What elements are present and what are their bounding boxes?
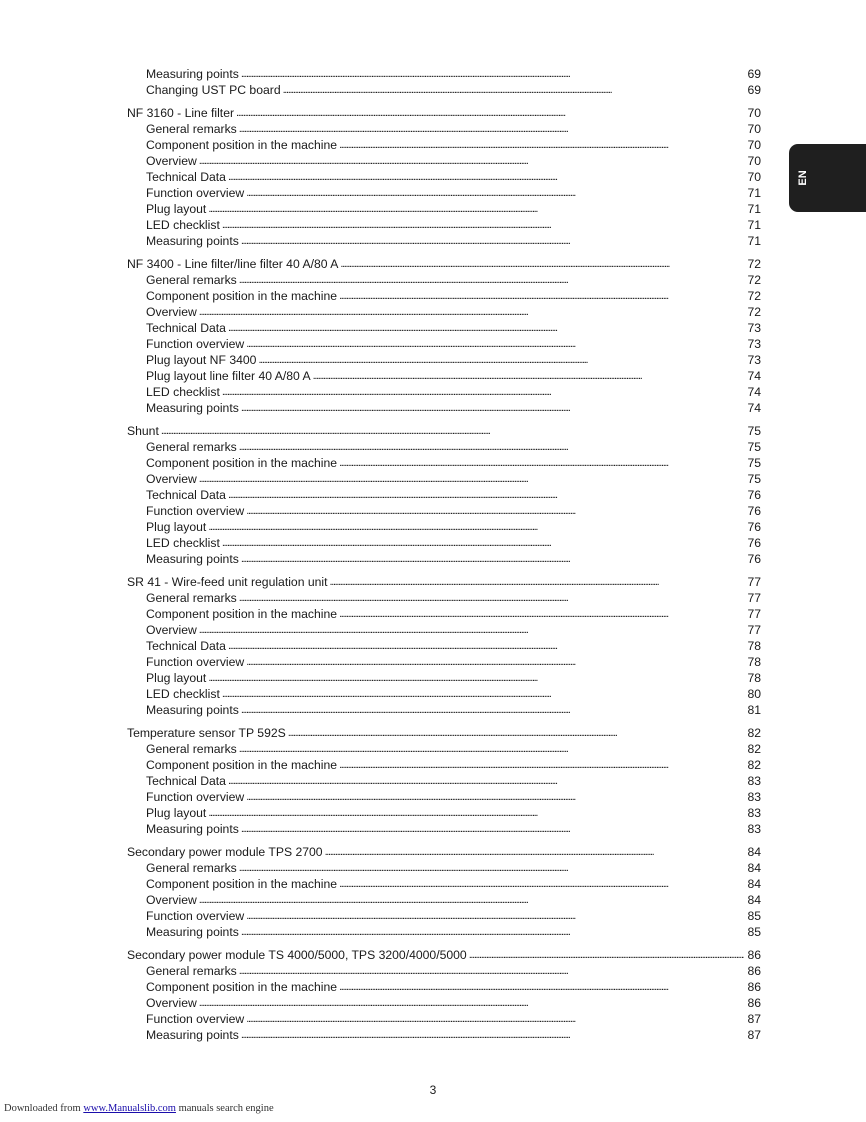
toc-entry-page: 75: [747, 424, 761, 438]
toc-entry[interactable]: [127, 1027, 761, 1043]
toc-entry[interactable]: [127, 233, 761, 249]
dot-leader: [339, 455, 744, 471]
dot-leader: [228, 487, 744, 503]
toc-entry-page: 83: [747, 774, 761, 788]
dot-leader: [199, 153, 744, 169]
dot-leader: [246, 503, 744, 519]
toc-entry[interactable]: [127, 535, 761, 551]
toc-entry-page: 86: [747, 948, 761, 962]
toc-section: [127, 105, 761, 249]
toc-entry-page: 77: [747, 623, 761, 637]
dot-leader: [208, 201, 744, 217]
toc-entry-title: Function overview: [146, 655, 245, 669]
toc-heading[interactable]: [127, 725, 761, 741]
toc-entry[interactable]: [127, 201, 761, 217]
toc-entry[interactable]: [127, 606, 761, 622]
toc-entry-title: Function overview: [146, 504, 245, 518]
toc-heading[interactable]: [127, 423, 761, 439]
toc-entry-page: 77: [747, 607, 761, 621]
toc-heading[interactable]: [127, 844, 761, 860]
toc-heading[interactable]: [127, 947, 761, 963]
dot-leader: [239, 963, 744, 979]
toc-entry-title: Plug layout: [146, 520, 207, 534]
footer-prefix: Downloaded from: [4, 1103, 84, 1114]
toc-entry[interactable]: [127, 121, 761, 137]
toc-entry[interactable]: [127, 217, 761, 233]
toc-entry-title: Component position in the machine: [146, 980, 338, 994]
toc-entry-title: Component position in the machine: [146, 877, 338, 891]
toc-entry-title: Measuring points: [146, 234, 239, 248]
toc-entry-page: 83: [747, 806, 761, 820]
toc-entry[interactable]: [127, 153, 761, 169]
dot-leader: [339, 757, 744, 773]
toc-entry-title: SR 41 - Wire-feed unit regulation unit: [127, 575, 328, 589]
toc-entry[interactable]: [127, 805, 761, 821]
dot-leader: [228, 638, 744, 654]
toc-entry-page: 70: [747, 122, 761, 136]
toc-entry[interactable]: [127, 702, 761, 718]
toc-entry-page: 71: [747, 218, 761, 232]
dot-leader: [222, 384, 744, 400]
toc-entry-page: 85: [747, 925, 761, 939]
toc-entry-title: Component position in the machine: [146, 758, 338, 772]
toc-entry-page: 86: [747, 996, 761, 1010]
dot-leader: [339, 288, 744, 304]
toc-entry-page: 76: [747, 552, 761, 566]
toc-entry-page: 84: [747, 893, 761, 907]
toc-section: [127, 66, 761, 98]
toc-entry[interactable]: [127, 789, 761, 805]
dot-leader: [339, 606, 744, 622]
toc-entry-page: 70: [747, 154, 761, 168]
dot-leader: [313, 368, 744, 384]
toc-entry-title: Component position in the machine: [146, 289, 338, 303]
toc-entry-page: 82: [747, 742, 761, 756]
toc-entry[interactable]: [127, 670, 761, 686]
dot-leader: [339, 137, 744, 153]
toc-entry-title: General remarks: [146, 591, 237, 605]
toc-entry-page: 86: [747, 980, 761, 994]
toc-entry-title: Component position in the machine: [146, 138, 338, 152]
dot-leader: [241, 1027, 744, 1043]
toc-entry-page: 72: [747, 257, 761, 271]
toc-entry[interactable]: [127, 590, 761, 606]
toc-section: [127, 256, 761, 416]
toc-entry-page: 83: [747, 822, 761, 836]
toc-entry-page: 73: [747, 321, 761, 335]
toc-entry[interactable]: [127, 963, 761, 979]
toc-entry-title: General remarks: [146, 440, 237, 454]
toc-section: [127, 725, 761, 837]
toc-entry-page: 69: [747, 67, 761, 81]
toc-entry-title: Technical Data: [146, 321, 226, 335]
toc-entry-page: 84: [747, 845, 761, 859]
toc-entry-page: 87: [747, 1028, 761, 1042]
toc-entry-title: Plug layout: [146, 202, 207, 216]
toc-entry-title: Measuring points: [146, 401, 239, 415]
toc-entry-page: 73: [747, 353, 761, 367]
toc-entry[interactable]: [127, 821, 761, 837]
dot-leader: [241, 233, 744, 249]
toc-entry-page: 70: [747, 138, 761, 152]
toc-entry[interactable]: [127, 288, 761, 304]
dot-leader: [246, 336, 744, 352]
toc-entry-page: 72: [747, 273, 761, 287]
dot-leader: [241, 551, 744, 567]
dot-leader: [239, 439, 744, 455]
toc-heading[interactable]: [127, 574, 761, 590]
toc-entry[interactable]: [127, 741, 761, 757]
toc-entry-page: 71: [747, 202, 761, 216]
toc-entry-page: 82: [747, 758, 761, 772]
toc-entry-title: Secondary power module TS 4000/5000, TPS 3200/4000/5000: [127, 948, 467, 962]
toc-entry-title: General remarks: [146, 861, 237, 875]
toc-entry[interactable]: [127, 320, 761, 336]
toc-entry-page: 85: [747, 909, 761, 923]
toc-entry-title: Component position in the machine: [146, 607, 338, 621]
toc-entry[interactable]: [127, 876, 761, 892]
toc-entry-title: Measuring points: [146, 822, 239, 836]
toc-entry-title: Plug layout: [146, 806, 207, 820]
dot-leader: [241, 702, 744, 718]
dot-leader: [340, 256, 744, 272]
toc-entry-title: Function overview: [146, 1012, 245, 1026]
toc-entry-title: Technical Data: [146, 170, 226, 184]
toc-entry-page: 70: [747, 170, 761, 184]
toc-entry-page: 76: [747, 504, 761, 518]
toc-entry-page: 75: [747, 456, 761, 470]
toc-section: [127, 574, 761, 718]
dot-leader: [258, 352, 744, 368]
dot-leader: [239, 741, 744, 757]
toc-entry[interactable]: [127, 439, 761, 455]
toc-entry[interactable]: [127, 924, 761, 940]
toc-entry[interactable]: [127, 169, 761, 185]
toc-entry-title: Measuring points: [146, 703, 239, 717]
footer-suffix: manuals search engine: [175, 1103, 274, 1114]
toc-entry-title: Secondary power module TPS 2700: [127, 845, 323, 859]
toc-entry-page: 78: [747, 671, 761, 685]
toc-heading[interactable]: [127, 256, 761, 272]
toc-entry-title: Temperature sensor TP 592S: [127, 726, 286, 740]
toc-entry[interactable]: [127, 860, 761, 876]
toc-entry-page: 75: [747, 440, 761, 454]
toc-entry-title: General remarks: [146, 122, 237, 136]
toc-entry-page: 77: [747, 575, 761, 589]
toc-entry-title: Technical Data: [146, 488, 226, 502]
toc-entry-page: 74: [747, 385, 761, 399]
toc-entry-title: Overview: [146, 996, 197, 1010]
manualslib-link[interactable]: www.Manualslib.com: [83, 1103, 176, 1114]
toc-entry[interactable]: [127, 503, 761, 519]
dot-leader: [239, 590, 744, 606]
toc-entry[interactable]: [127, 384, 761, 400]
toc-entry-title: Measuring points: [146, 552, 239, 566]
toc-entry[interactable]: [127, 979, 761, 995]
toc-entry-page: 73: [747, 337, 761, 351]
dot-leader: [246, 908, 744, 924]
toc-entry-title: Measuring points: [146, 925, 239, 939]
table-of-contents: [127, 66, 761, 1050]
toc-entry-page: 83: [747, 790, 761, 804]
toc-entry-title: Overview: [146, 472, 197, 486]
footer: [4, 1103, 274, 1114]
dot-leader: [325, 844, 744, 860]
toc-entry-title: Shunt: [127, 424, 159, 438]
dot-leader: [222, 686, 744, 702]
dot-leader: [239, 272, 744, 288]
toc-section: [127, 947, 761, 1043]
page-number: 3: [429, 1083, 437, 1097]
toc-entry[interactable]: [127, 638, 761, 654]
toc-entry-title: Function overview: [146, 186, 245, 200]
toc-entry-page: 74: [747, 369, 761, 383]
dot-leader: [228, 773, 744, 789]
toc-entry[interactable]: [127, 368, 761, 384]
toc-heading[interactable]: [127, 105, 761, 121]
dot-leader: [241, 924, 744, 940]
dot-leader: [208, 670, 744, 686]
toc-entry-page: 87: [747, 1012, 761, 1026]
toc-entry-page: 71: [747, 234, 761, 248]
dot-leader: [339, 876, 744, 892]
toc-entry-title: Plug layout NF 3400: [146, 353, 257, 367]
toc-entry[interactable]: [127, 66, 761, 82]
toc-entry-page: 78: [747, 655, 761, 669]
toc-entry-page: 75: [747, 472, 761, 486]
dot-leader: [208, 805, 744, 821]
toc-entry-page: 84: [747, 877, 761, 891]
toc-entry-title: Measuring points: [146, 67, 239, 81]
toc-entry-page: 78: [747, 639, 761, 653]
toc-entry[interactable]: [127, 757, 761, 773]
dot-leader: [199, 622, 744, 638]
dot-leader: [239, 860, 744, 876]
toc-entry[interactable]: [127, 654, 761, 670]
dot-leader: [199, 471, 744, 487]
dot-leader: [283, 82, 744, 98]
toc-entry-title: Component position in the machine: [146, 456, 338, 470]
toc-entry[interactable]: [127, 686, 761, 702]
toc-entry[interactable]: [127, 908, 761, 924]
toc-entry[interactable]: [127, 304, 761, 320]
toc-entry-page: 81: [747, 703, 761, 717]
toc-entry-page: 72: [747, 289, 761, 303]
toc-entry-page: 76: [747, 520, 761, 534]
dot-leader: [246, 185, 744, 201]
dot-leader: [241, 66, 744, 82]
dot-leader: [199, 892, 744, 908]
toc-entry-title: NF 3400 - Line filter/line filter 40 A/80 A: [127, 257, 339, 271]
toc-entry-title: Function overview: [146, 909, 245, 923]
toc-entry-page: 76: [747, 488, 761, 502]
dot-leader: [208, 519, 744, 535]
dot-leader: [241, 400, 744, 416]
toc-entry-title: Technical Data: [146, 774, 226, 788]
toc-entry-title: LED checklist: [146, 536, 220, 550]
dot-leader: [199, 304, 744, 320]
dot-leader: [239, 121, 744, 137]
toc-entry-title: LED checklist: [146, 385, 220, 399]
dot-leader: [241, 821, 744, 837]
dot-leader: [330, 574, 744, 590]
toc-entry-title: Measuring points: [146, 1028, 239, 1042]
toc-entry-title: Overview: [146, 623, 197, 637]
toc-entry-title: NF 3160 - Line filter: [127, 106, 235, 120]
toc-entry-title: Overview: [146, 154, 197, 168]
toc-entry-page: 82: [747, 726, 761, 740]
language-tab-label: EN: [797, 170, 809, 186]
toc-entry-page: 74: [747, 401, 761, 415]
dot-leader: [228, 169, 744, 185]
dot-leader: [288, 725, 744, 741]
toc-entry[interactable]: [127, 185, 761, 201]
toc-entry[interactable]: [127, 336, 761, 352]
toc-entry[interactable]: [127, 272, 761, 288]
toc-entry[interactable]: [127, 400, 761, 416]
toc-entry[interactable]: [127, 82, 761, 98]
toc-entry-title: General remarks: [146, 964, 237, 978]
toc-entry-title: Plug layout line filter 40 A/80 A: [146, 369, 311, 383]
toc-entry[interactable]: [127, 471, 761, 487]
dot-leader: [228, 320, 744, 336]
dot-leader: [222, 535, 744, 551]
toc-entry-title: Changing UST PC board: [146, 83, 281, 97]
dot-leader: [339, 979, 744, 995]
toc-entry-page: 71: [747, 186, 761, 200]
toc-entry-page: 70: [747, 106, 761, 120]
toc-entry-title: LED checklist: [146, 687, 220, 701]
language-tab[interactable]: [789, 144, 866, 212]
dot-leader: [469, 947, 744, 963]
toc-entry-page: 76: [747, 536, 761, 550]
toc-entry[interactable]: [127, 137, 761, 153]
toc-entry-title: General remarks: [146, 742, 237, 756]
toc-entry[interactable]: [127, 487, 761, 503]
toc-entry[interactable]: [127, 1011, 761, 1027]
toc-entry[interactable]: [127, 519, 761, 535]
toc-entry-title: Overview: [146, 893, 197, 907]
toc-entry[interactable]: [127, 551, 761, 567]
toc-entry[interactable]: [127, 622, 761, 638]
dot-leader: [246, 1011, 744, 1027]
toc-entry-title: Function overview: [146, 337, 245, 351]
toc-entry[interactable]: [127, 352, 761, 368]
dot-leader: [199, 995, 744, 1011]
toc-entry-title: Overview: [146, 305, 197, 319]
toc-entry[interactable]: [127, 995, 761, 1011]
dot-leader: [246, 654, 744, 670]
toc-entry-title: General remarks: [146, 273, 237, 287]
toc-entry[interactable]: [127, 455, 761, 471]
toc-entry-page: 86: [747, 964, 761, 978]
toc-entry-page: 80: [747, 687, 761, 701]
dot-leader: [236, 105, 744, 121]
toc-section: [127, 844, 761, 940]
dot-leader: [246, 789, 744, 805]
toc-entry[interactable]: [127, 892, 761, 908]
toc-section: [127, 423, 761, 567]
toc-entry-title: LED checklist: [146, 218, 220, 232]
toc-entry-page: 84: [747, 861, 761, 875]
toc-entry[interactable]: [127, 773, 761, 789]
dot-leader: [161, 423, 744, 439]
toc-entry-title: Function overview: [146, 790, 245, 804]
toc-entry-page: 69: [747, 83, 761, 97]
toc-entry-page: 77: [747, 591, 761, 605]
dot-leader: [222, 217, 744, 233]
toc-entry-page: 72: [747, 305, 761, 319]
toc-entry-title: Technical Data: [146, 639, 226, 653]
toc-entry-title: Plug layout: [146, 671, 207, 685]
